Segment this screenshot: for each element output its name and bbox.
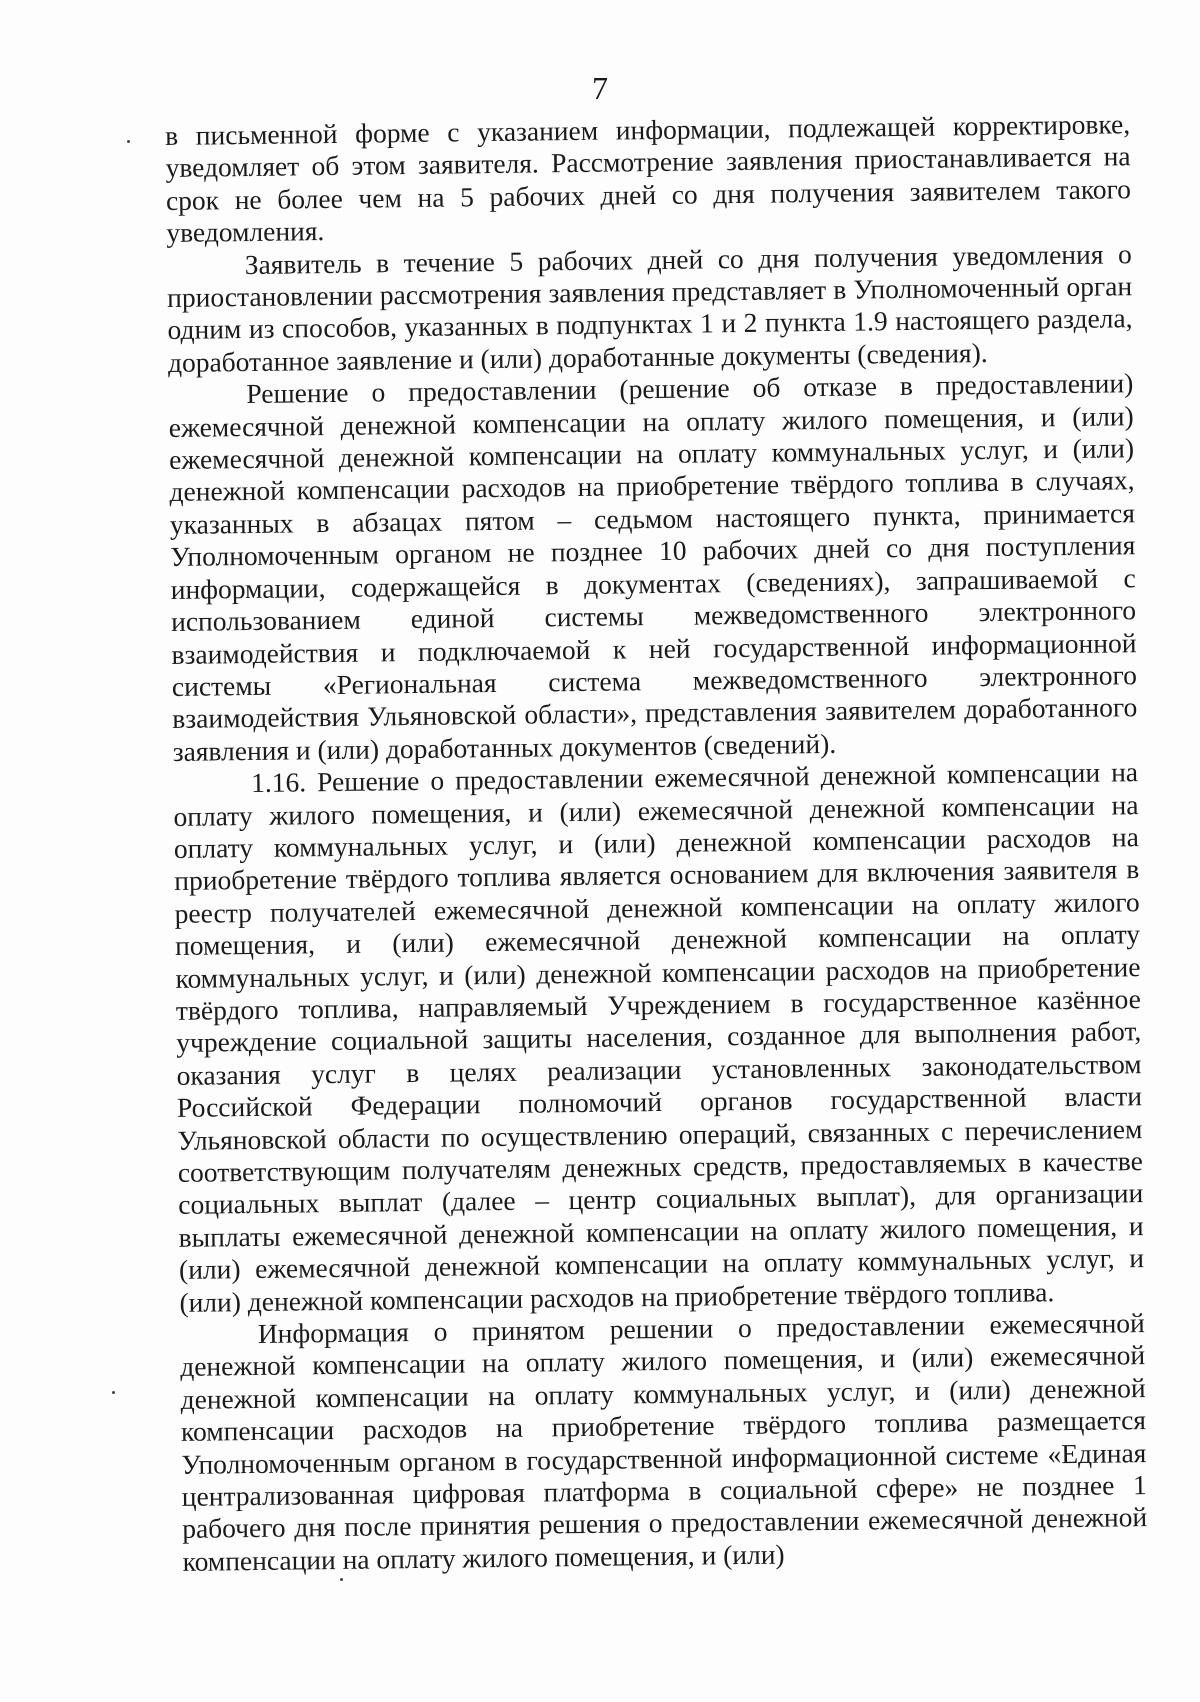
scan-speck	[127, 140, 130, 143]
paragraph-1: в письменной форме с указанием информации, подлежащей корректировке, уведомляет об этом заявителя. Рассмотрение заявления приостанавливается на срок не более чем на 5 рабочих дней со дня получения заявителем такого уведомления.	[165, 108, 1132, 249]
paragraph-2: Заявитель в течение 5 рабочих дней со дня получения уведомления о приостановлении рассмотрения заявления представляет в Уполномоченный орган одним из способов, указанных в подпунктах 1 и 2 пункта 1.9 настоящего раздела, доработанное заявление и (или) доработанные документы (сведения).	[166, 237, 1133, 378]
scan-speck	[340, 1578, 343, 1581]
document-body	[165, 108, 1148, 1578]
scan-speck	[112, 1391, 115, 1394]
paragraph-4: 1.16. Решение о предоставлении ежемесячной денежной компенсации на оплату жилого помещения, и (или) ежемесячной денежной компенсации на оплату коммунальных услуг, и (или) денежной компенсации расходов на приобретение твёрдого топлива является основанием для включения заявителя в реестр получателей ежемесячной денежной компенсации на оплату жилого помещения, и (или) ежемесячной денежной компенсации на оплату коммунальных услуг, и (или) денежной компенсации расходов на приобретение твёрдого топлива, направляемый Учреждением в государственное казённое учреждение социальной защиты населения, созданное для выполнения работ, оказания услуг в целях реализации установленных законодательством Российской Федерации полномочий органов государственной власти Ульяновской области по осуществлению операций, связанных с перечислением соответствующим получателям денежных средств, предоставляемых в качестве социальных выплат (далее – центр социальных выплат), для организации выплаты ежемесячной денежной компенсации на оплату жилого помещения, и (или) ежемесячной денежной компенсации на оплату коммунальных услуг, и (или) денежной компенсации расходов на приобретение твёрдого топлива.	[173, 756, 1145, 1318]
page-number: 7	[592, 70, 608, 106]
paragraph-5: Информация о принятом решении о предоставлении ежемесячной денежной компенсации на оплату жилого помещения, и (или) ежемесячной денежной компенсации на оплату коммунальных услуг, и (или) денежной компенсации расходов на приобретение твёрдого топлива размещается Уполномоченным органом в государственной информационной системе «Единая централизованная цифровая платформа в социальной сфере» не позднее 1 рабочего дня после принятия решения о предоставлении ежемесячной денежной компенсации на оплату жилого помещения, и (или)	[180, 1307, 1148, 1577]
paragraph-3: Решение о предоставлении (решение об отказе в предоставлении) ежемесячной денежной компенсации на оплату жилого помещения, и (или) ежемесячной денежной компенсации на оплату коммунальных услуг, и (или) денежной компенсации расходов на приобретение твёрдого топлива в случаях, указанных в абзацах пятом – седьмом настоящего пункта, принимается Уполномоченным органом не позднее 10 рабочих дней со дня поступления информации, содержащейся в документах (сведениях), запрашиваемой с использованием единой системы межведомственного электронного взаимодействия и подключаемой к ней государственной информационной системы «Региональная система межведомственного электронного взаимодействия Ульяновской области», представления заявителем доработанного заявления и (или) доработанных документов (сведений).	[168, 367, 1138, 767]
